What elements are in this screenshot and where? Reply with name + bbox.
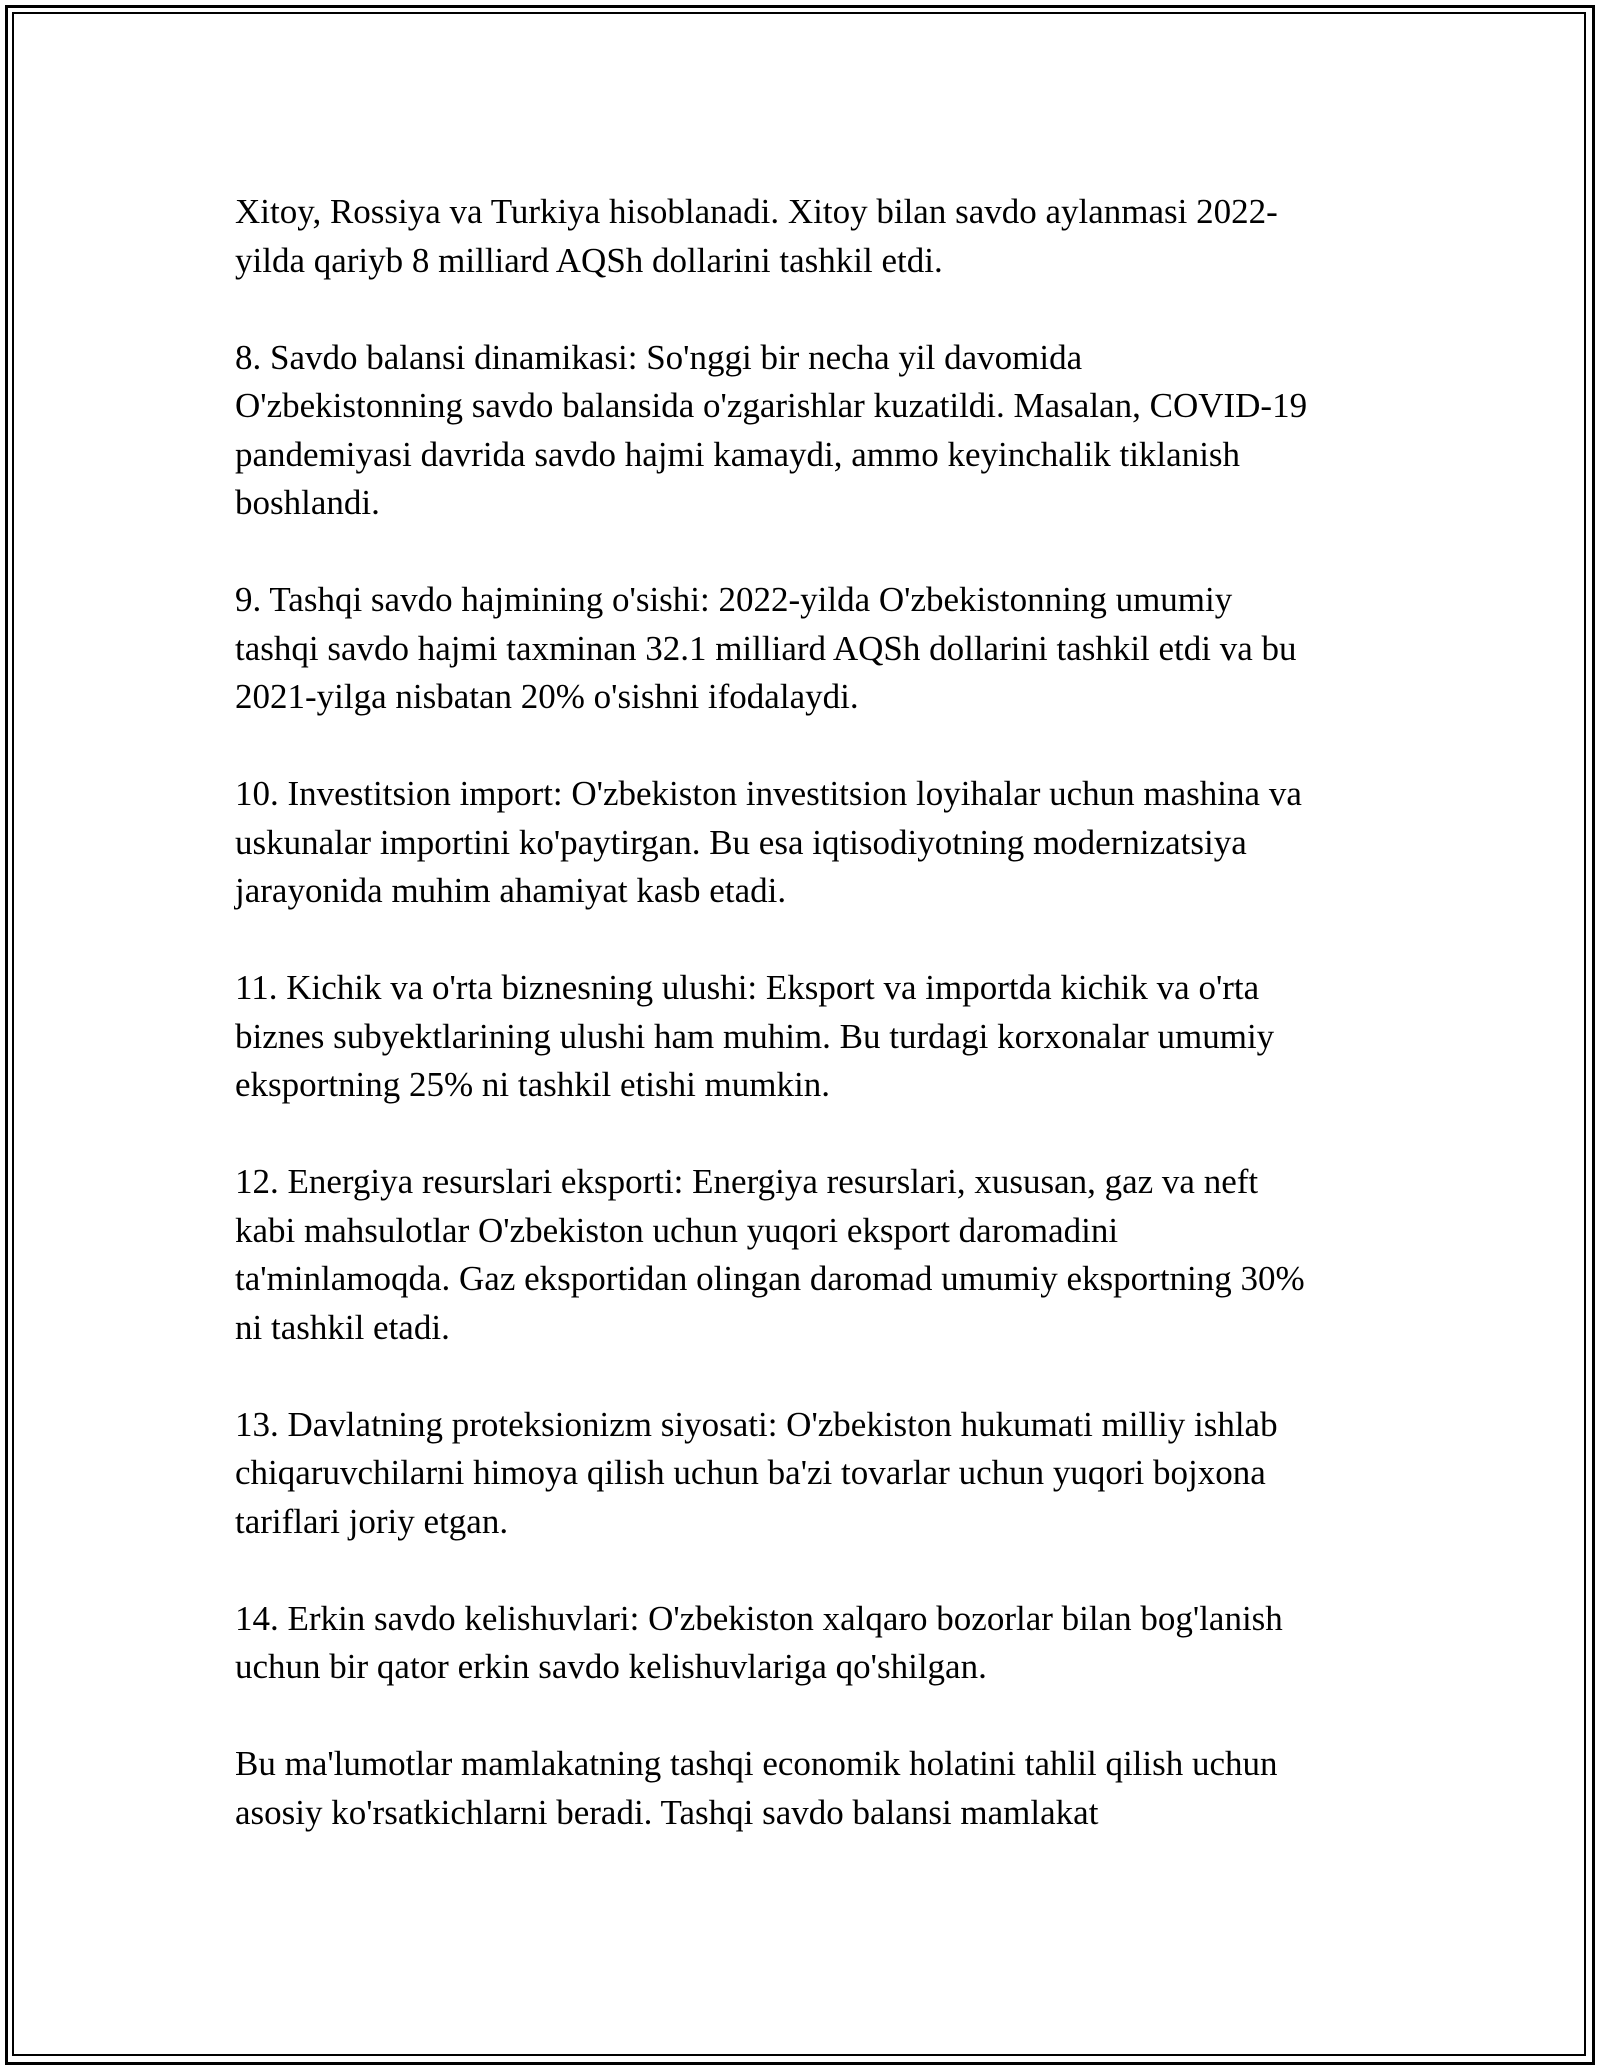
paragraph-conclusion: Bu ma'lumotlar mamlakatning tashqi economik holatini tahlil qilish uchun asosiy ko'rsatkichlarni beradi. Tashqi savdo balansi mamlakat bbox=[235, 1744, 1278, 1832]
paragraph-item-8: 8. Savdo balansi dinamikasi: So'nggi bir necha yil davomida O'zbekistonning savdo balansida o'zgarishlar kuzatildi. Masalan, COVID-19 pandemiyasi davrida savdo hajmi kamaydi, ammo keyinchalik tiklanish boshlandi. bbox=[235, 337, 1308, 522]
paragraph-item-13: 13. Davlatning proteksionizm siyosati: O'zbekiston hukumati milliy ishlab chiqaruvchilarni himoya qilish uchun ba'zi tovarlar uchun yuqori bojxona tariflari joriy etgan. bbox=[235, 1404, 1278, 1541]
document-body bbox=[235, 188, 1395, 1886]
paragraph-item-12: 12. Energiya resurslari eksporti: Energiya resurslari, xususan, gaz va neft kabi mahsulotlar O'zbekiston uchun yuqori eksport daromadini ta'minlamoqda. Gaz eksportidan olingan daromad umumiy eksportning 30% ni tashkil etadi. bbox=[235, 1162, 1305, 1347]
paragraph-trade-partners: Xitoy, Rossiya va Turkiya hisoblanadi. Xitoy bilan savdo aylanmasi 2022- yilda qariyb 8 milliard AQSh dollarini tashkil etdi. bbox=[235, 192, 1278, 280]
paragraph-item-10: 10. Investitsion import: O'zbekiston investitsion loyihalar uchun mashina va uskunalar importini ko'paytirgan. Bu esa iqtisodiyotning modernizatsiya jarayonida muhim ahamiyat kasb etadi. bbox=[235, 774, 1302, 910]
paragraph-item-9: 9. Tashqi savdo hajmining o'sishi: 2022-yilda O'zbekistonning umumiy tashqi savdo hajmi taxminan 32.1 milliard AQSh dollarini tashkil etdi va bu 2021-yilga nisbatan 20% o'sishni ifodalaydi. bbox=[235, 580, 1297, 716]
paragraph-item-14: 14. Erkin savdo kelishuvlari: O'zbekiston xalqaro bozorlar bilan bog'lanish uchun bir qator erkin savdo kelishuvlariga qo'shilgan. bbox=[235, 1598, 1283, 1686]
paragraph-item-11: 11. Kichik va o'rta biznesning ulushi: Eksport va importda kichik va o'rta biznes subyektlarining ulushi ham muhim. Bu turdagi korxonalar umumiy eksportning 25% ni tashkil etishi mumkin. bbox=[235, 968, 1275, 1104]
